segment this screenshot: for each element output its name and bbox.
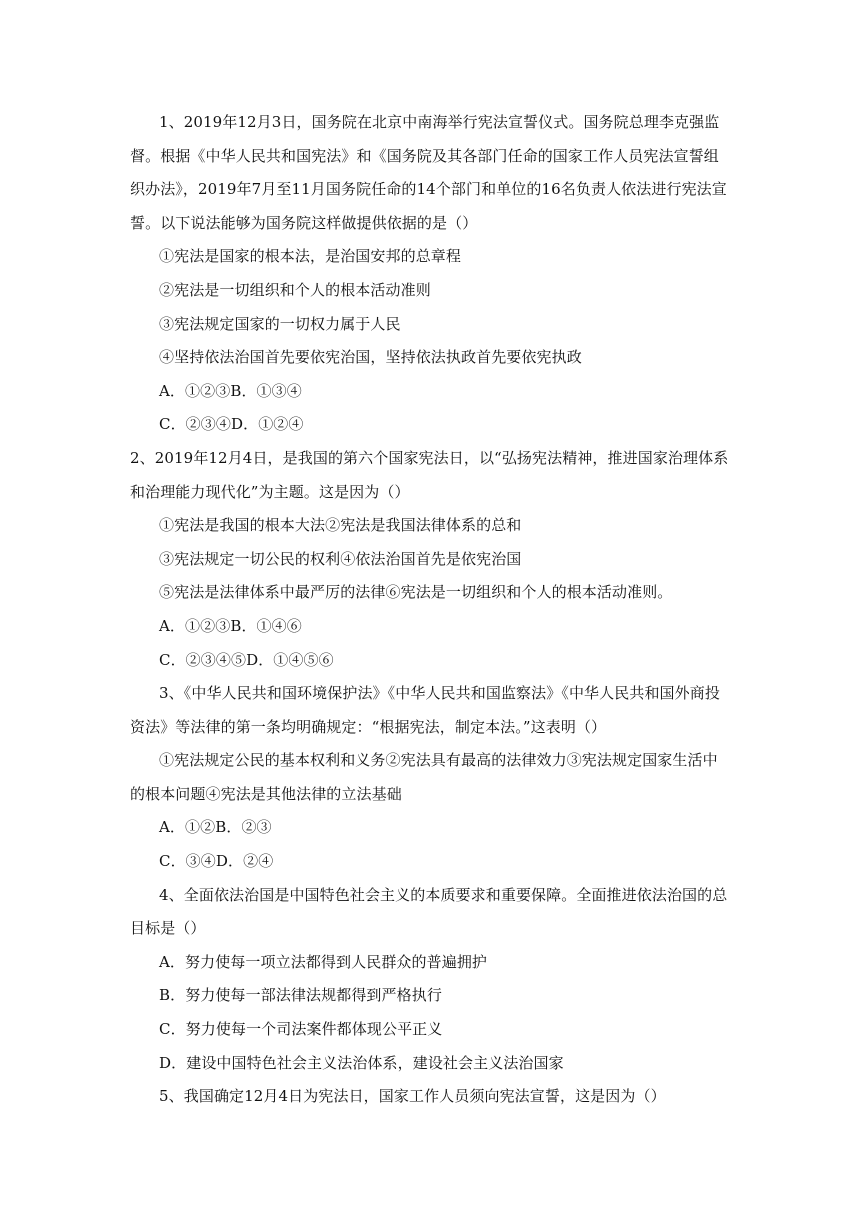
- question-5-stem: 5、我国确定12月4日为宪法日，国家工作人员须向宪法宣誓，这是因为（）: [159, 1087, 666, 1106]
- question-4-option-d: D．建设中国特色社会主义法治体系，建设社会主义法治国家: [159, 1053, 564, 1072]
- question-1-item-1: ①宪法是国家的根本法，是治国安邦的总章程: [159, 247, 462, 266]
- question-1-options-ab: A．①②③B．①③④: [159, 381, 302, 400]
- question-3-options-cd: C．③④D．②④: [159, 852, 274, 871]
- question-4-stem: 4、全面依法治国是中国特色社会主义的本质要求和重要保障。全面推进依法治国的总目标是（）: [130, 885, 728, 938]
- question-1-item-4: ④坚持依法治国首先要依宪治国，坚持依法执政首先要依宪执政: [159, 348, 582, 367]
- question-2-item-3: ⑤宪法是法律体系中最严厉的法律⑥宪法是一切组织和个人的根本活动准则。: [159, 583, 673, 602]
- question-2-item-1: ①宪法是我国的根本大法②宪法是我国法律体系的总和: [159, 516, 522, 535]
- question-list: [130, 106, 730, 1114]
- question-2-options-ab: A．①②③B．①④⑥: [159, 616, 302, 635]
- question-1-stem: 1、2019年12月3日，国务院在北京中南海举行宪法宣誓仪式。国务院总理李克强监督。根据《中华人民共和国宪法》和《国务院及其各部门任命的国家工作人员宪法宣誓组织办法》，2019年7月至11月国务院任命的14个部门和单位的16名负责人依法进行宪法宣誓。以下说法能够为国务院这样做提供依据的是（）: [130, 113, 727, 232]
- question-3-items: ①宪法规定公民的基本权利和义务②宪法具有最高的法律效力③宪法规定国家生活中的根本问题④宪法是其他法律的立法基础: [130, 751, 718, 803]
- question-2-stem: 2、2019年12月4日，是我国的第六个国家宪法日，以“弘扬宪法精神，推进国家治理体系和治理能力现代化”为主题。这是因为（）: [130, 448, 729, 501]
- question-3-options-ab: A．①②B．②③: [159, 818, 272, 837]
- question-1-item-3: ③宪法规定国家的一切权力属于人民: [159, 314, 401, 333]
- question-1-options-cd: C．②③④D．①②④: [159, 415, 304, 434]
- question-1-item-2: ②宪法是一切组织和个人的根本活动准则: [159, 280, 431, 299]
- question-4-option-b: B．努力使每一部法律法规都得到严格执行: [159, 986, 442, 1005]
- question-4-option-c: C．努力使每一个司法案件都体现公平正义: [159, 1020, 443, 1039]
- question-4-option-a: A．努力使每一项立法都得到人民群众的普遍拥护: [159, 952, 488, 971]
- question-2-item-2: ③宪法规定一切公民的权利④依法治国首先是依宪治国: [159, 549, 522, 568]
- question-2-options-cd: C．②③④⑤D．①④⑤⑥: [159, 650, 334, 669]
- question-3-stem: 3、《中华人民共和国环境保护法》《中华人民共和国监察法》《中华人民共和国外商投资法》等法律的第一条均明确规定：“根据宪法，制定本法。”这表明（）: [130, 684, 720, 736]
